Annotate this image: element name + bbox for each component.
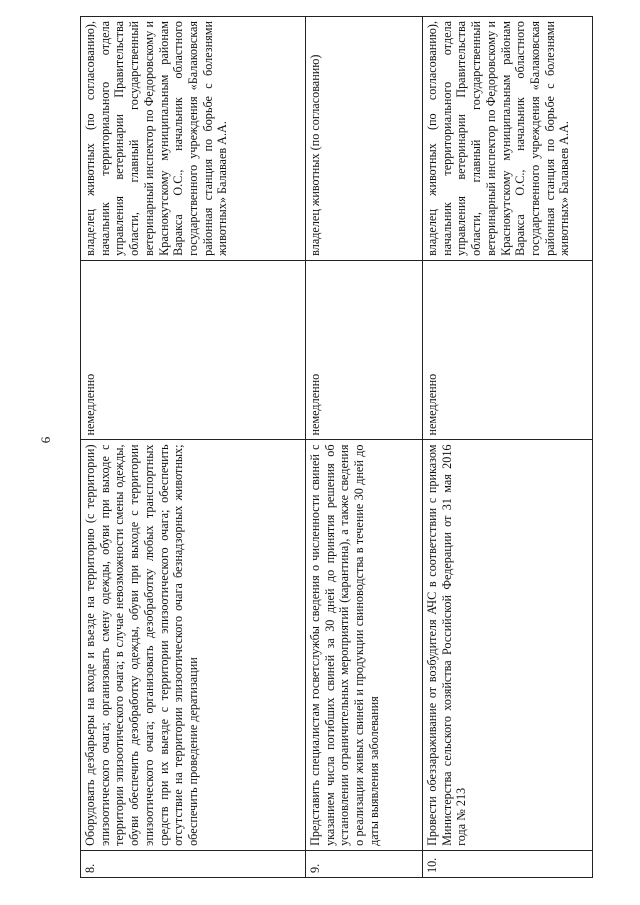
table-row	[81, 17, 306, 878]
measure-text: Оборудовать дезбарьеры на входе и въезде на территорию (с территории) эпизоотического очага; организовать смену одежды, обуви при выходе с территории эпизоотического очага; в случае невозможности смены одежды, обуви обеспечить дезобработку одежды, обуви при выходе с территории эпизоотического очага; организовать дезобработку любых транспортных средств при их выезде с территории эпизоотического очага; обеспечить отсутствие на территории эпизоотического очага безнадзорных животных; обеспечить проведение дератизации	[81, 440, 306, 850]
measure-text: Представить специалистам госветслужбы сведения о численности свиней с указанием числа погибших свиней за 30 дней до принятия решения об установлении ограничительных мероприятий (карантина), а также сведения о реализации живых свиней и продукции свиноводства в течение 30 дней до даты выявления заболевания	[306, 440, 423, 850]
rotated-table-container	[80, 16, 592, 878]
deadline-text: немедленно	[423, 260, 593, 440]
table-row	[306, 17, 423, 878]
deadline-text: немедленно	[306, 260, 423, 440]
measure-text: Провести обеззараживание от возбудителя АЧС в соответствии с приказом Министерства сельского хозяйства Российской Федерации от 31 мая 2016 года № 213	[423, 440, 593, 850]
row-number: 9.	[306, 850, 423, 877]
table-row	[423, 17, 593, 878]
responsible-text: владелец животных (по согласованию), начальник территориального отдела управления ветеринарии Правительства области, главный государственный ветеринарный инспектор по Федоровскому и Краснокутскому муниципальным районам Варакса О.С., начальник областного государственного учреждения «Балаковская районная станция по борьбе с болезнями животных» Балаваев А.А.	[81, 17, 306, 261]
measures-table	[80, 16, 593, 878]
deadline-text: немедленно	[81, 260, 306, 440]
responsible-text: владелец животных (по согласованию), начальник территориального отдела управления ветеринарии Правительства области, главный государственный ветеринарный инспектор по Федоровскому и Краснокутскому муниципальным районам Варакса О.С., начальник областного государственного учреждения «Балаковская районная станция по борьбе с болезнями животных» Балаваев А.А.	[423, 17, 593, 261]
row-number: 10.	[423, 850, 593, 877]
row-number: 8.	[81, 850, 306, 877]
page-number: 6	[38, 436, 53, 444]
responsible-text: владелец животных (по согласованию)	[306, 17, 423, 261]
